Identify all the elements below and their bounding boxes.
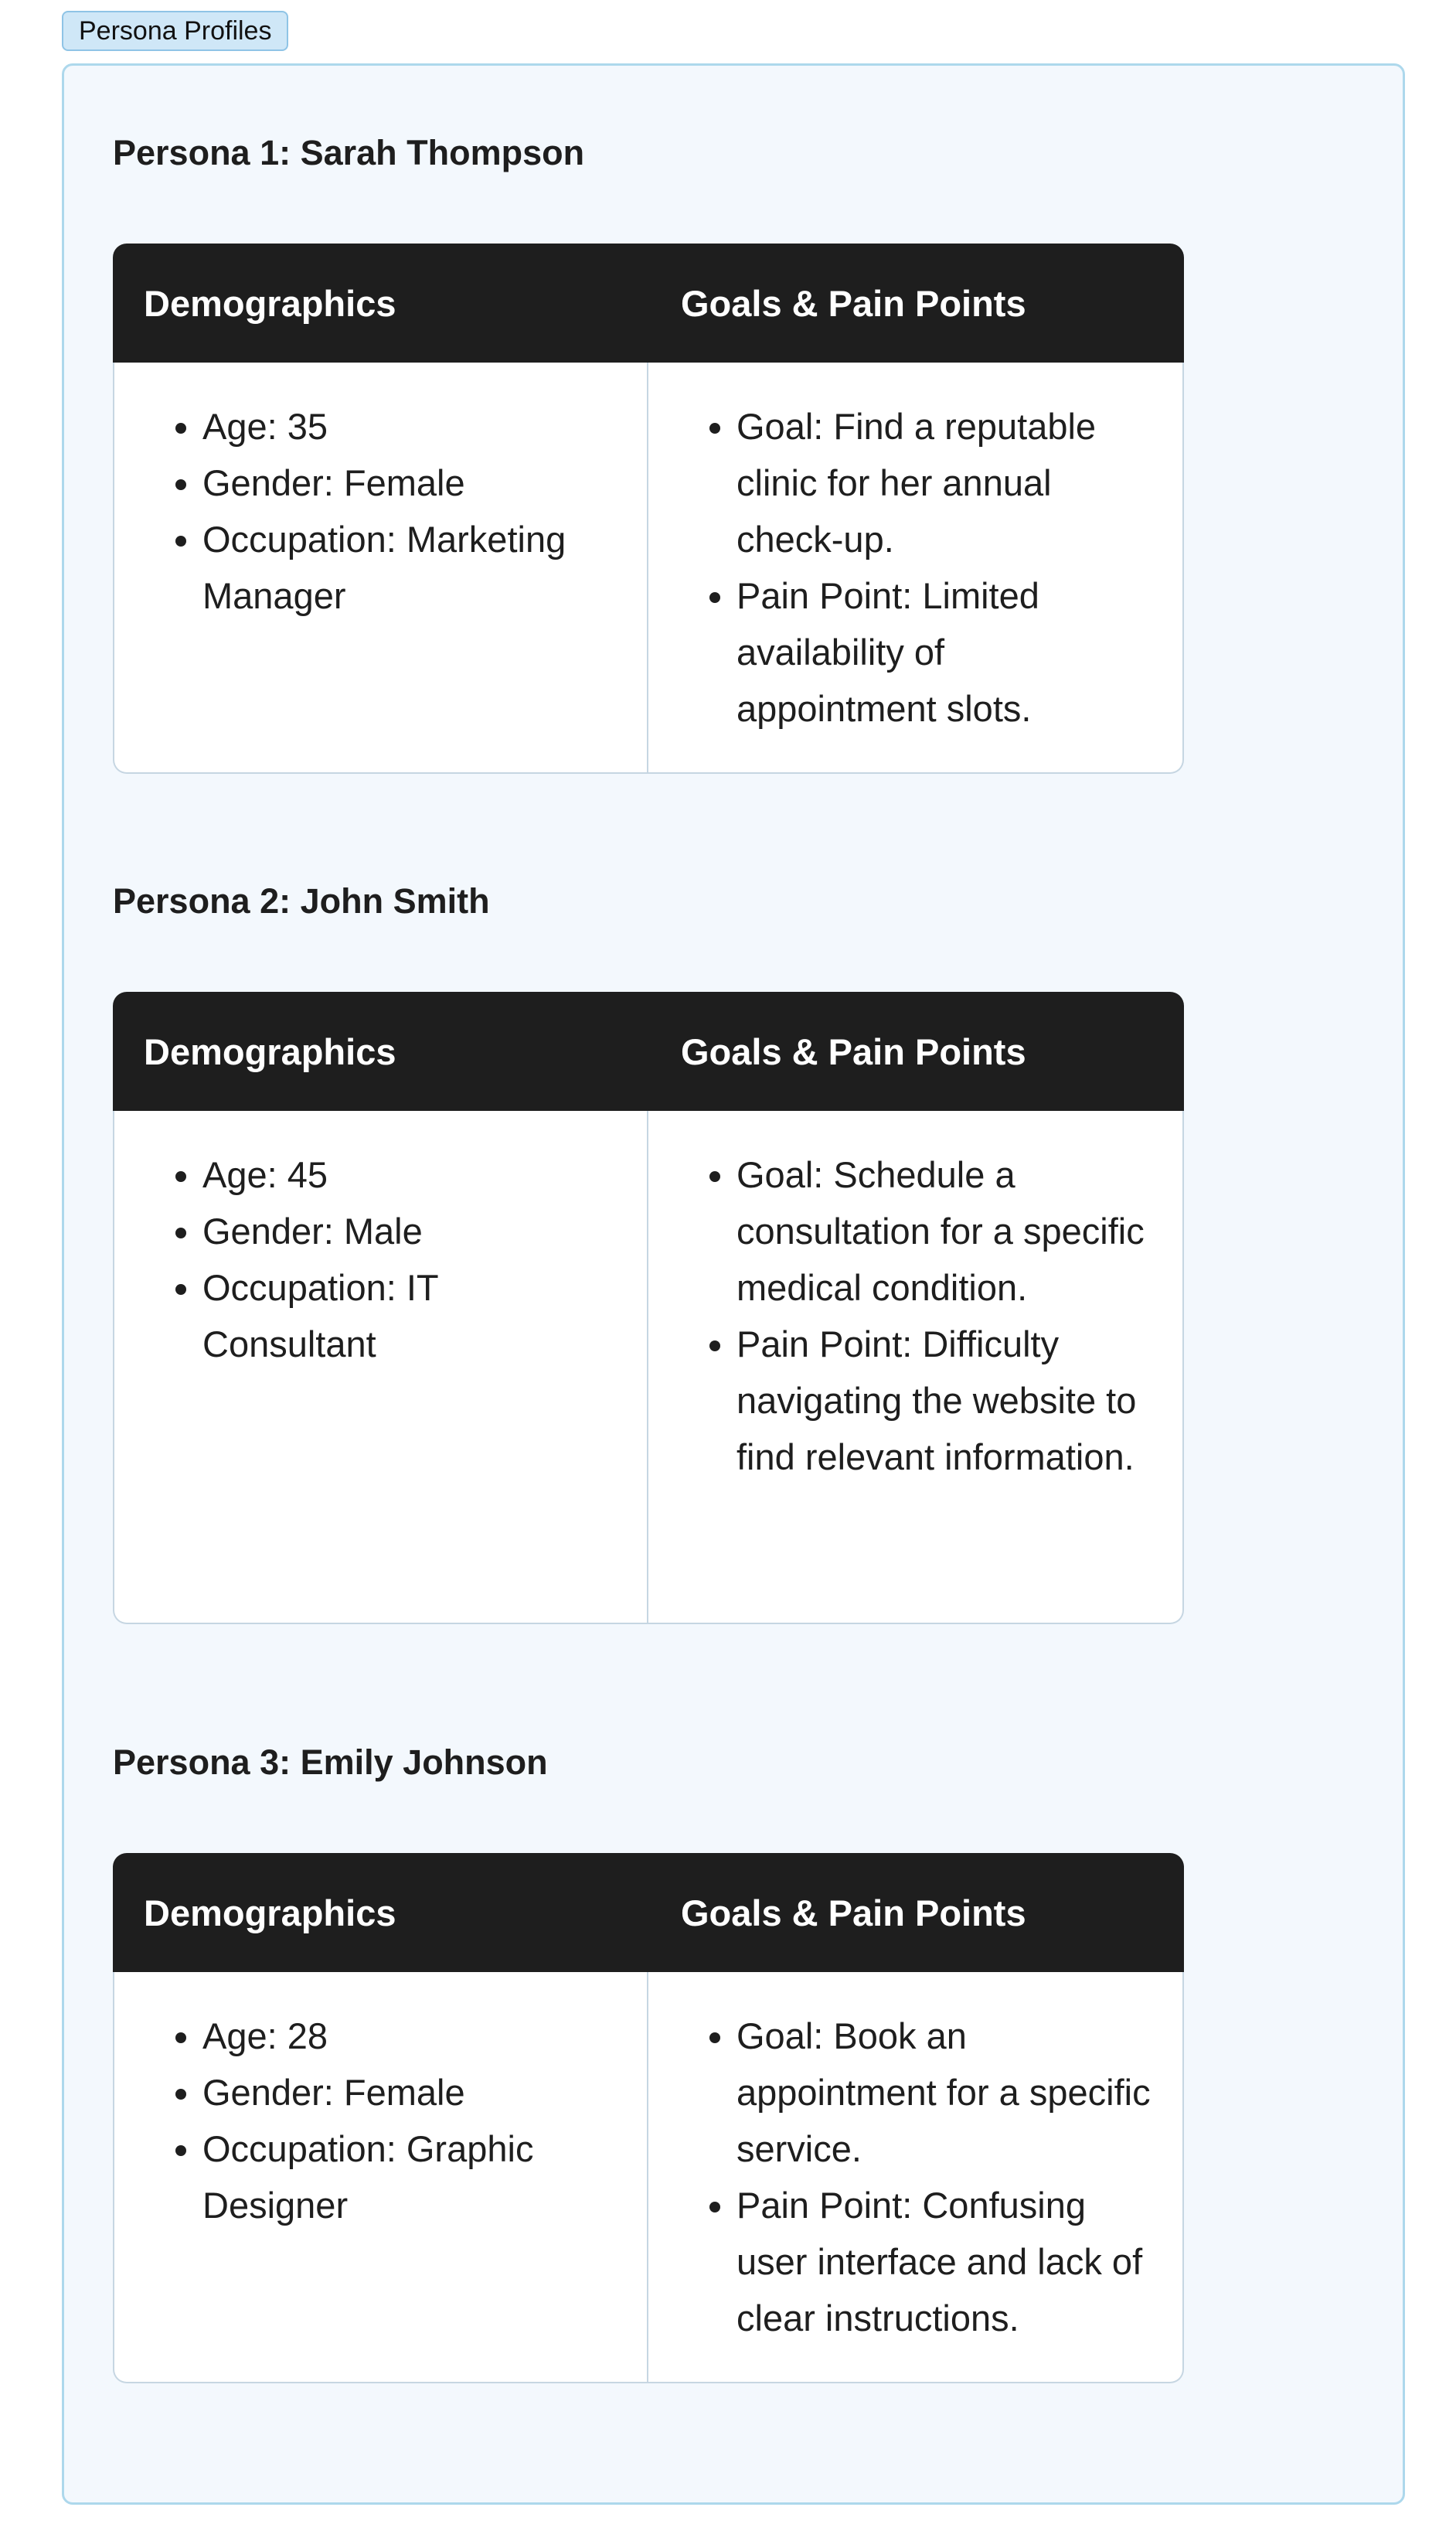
persona-title: Persona 2: John Smith [113,881,490,921]
persona-table [113,244,1184,774]
demographics-cell [113,1972,648,2383]
demographics-cell [113,363,648,774]
demographics-cell [113,1111,648,1624]
list-item: • Age: 28 [202,2008,616,2064]
demographics-header: Demographics [113,1853,648,1972]
list-item: • Age: 45 [202,1146,616,1203]
list-item: • Goal: Schedule a consultation for a specific medical condition. [737,1146,1152,1316]
list-item: • Pain Point: Difficulty navigating the website to find relevant information. [737,1316,1152,1485]
goals-pain-points-header: Goals & Pain Points [648,1853,1184,1972]
demographics-header: Demographics [113,992,648,1111]
demographics-list [114,1146,616,1372]
list-item: • Occupation: Marketing Manager [202,511,616,624]
goals-cell [648,1111,1184,1624]
list-item: • Gender: Female [202,2064,616,2120]
list-item: • Goal: Book an appointment for a specific service. [737,2008,1152,2177]
list-item: • Occupation: IT Consultant [202,1259,616,1372]
persona-card-3 [113,1739,1184,2339]
persona-title: Persona 1: Sarah Thompson [113,133,585,172]
goals-list [648,398,1152,737]
demographics-header: Demographics [113,244,648,363]
demographics-list [114,2008,616,2233]
list-item: • Gender: Female [202,455,616,511]
persona-card-1 [113,130,1184,729]
persona-table [113,1853,1184,2383]
persona-profiles-tab[interactable]: Persona Profiles [62,11,288,51]
list-item: • Pain Point: Confusing user interface and lack of clear instructions. [737,2177,1152,2346]
persona-table [113,992,1184,1624]
persona-card-2 [113,878,1184,1477]
list-item: • Gender: Male [202,1203,616,1259]
goals-cell [648,363,1184,774]
goals-list [648,1146,1152,1485]
list-item: • Occupation: Graphic Designer [202,2120,616,2233]
list-item: • Goal: Find a reputable clinic for her annual check-up. [737,398,1152,567]
demographics-list [114,398,616,624]
persona-title: Persona 3: Emily Johnson [113,1742,548,1782]
goals-list [648,2008,1152,2346]
goals-pain-points-header: Goals & Pain Points [648,992,1184,1111]
goals-cell [648,1972,1184,2383]
list-item: • Pain Point: Limited availability of appointment slots. [737,567,1152,737]
goals-pain-points-header: Goals & Pain Points [648,244,1184,363]
list-item: • Age: 35 [202,398,616,455]
